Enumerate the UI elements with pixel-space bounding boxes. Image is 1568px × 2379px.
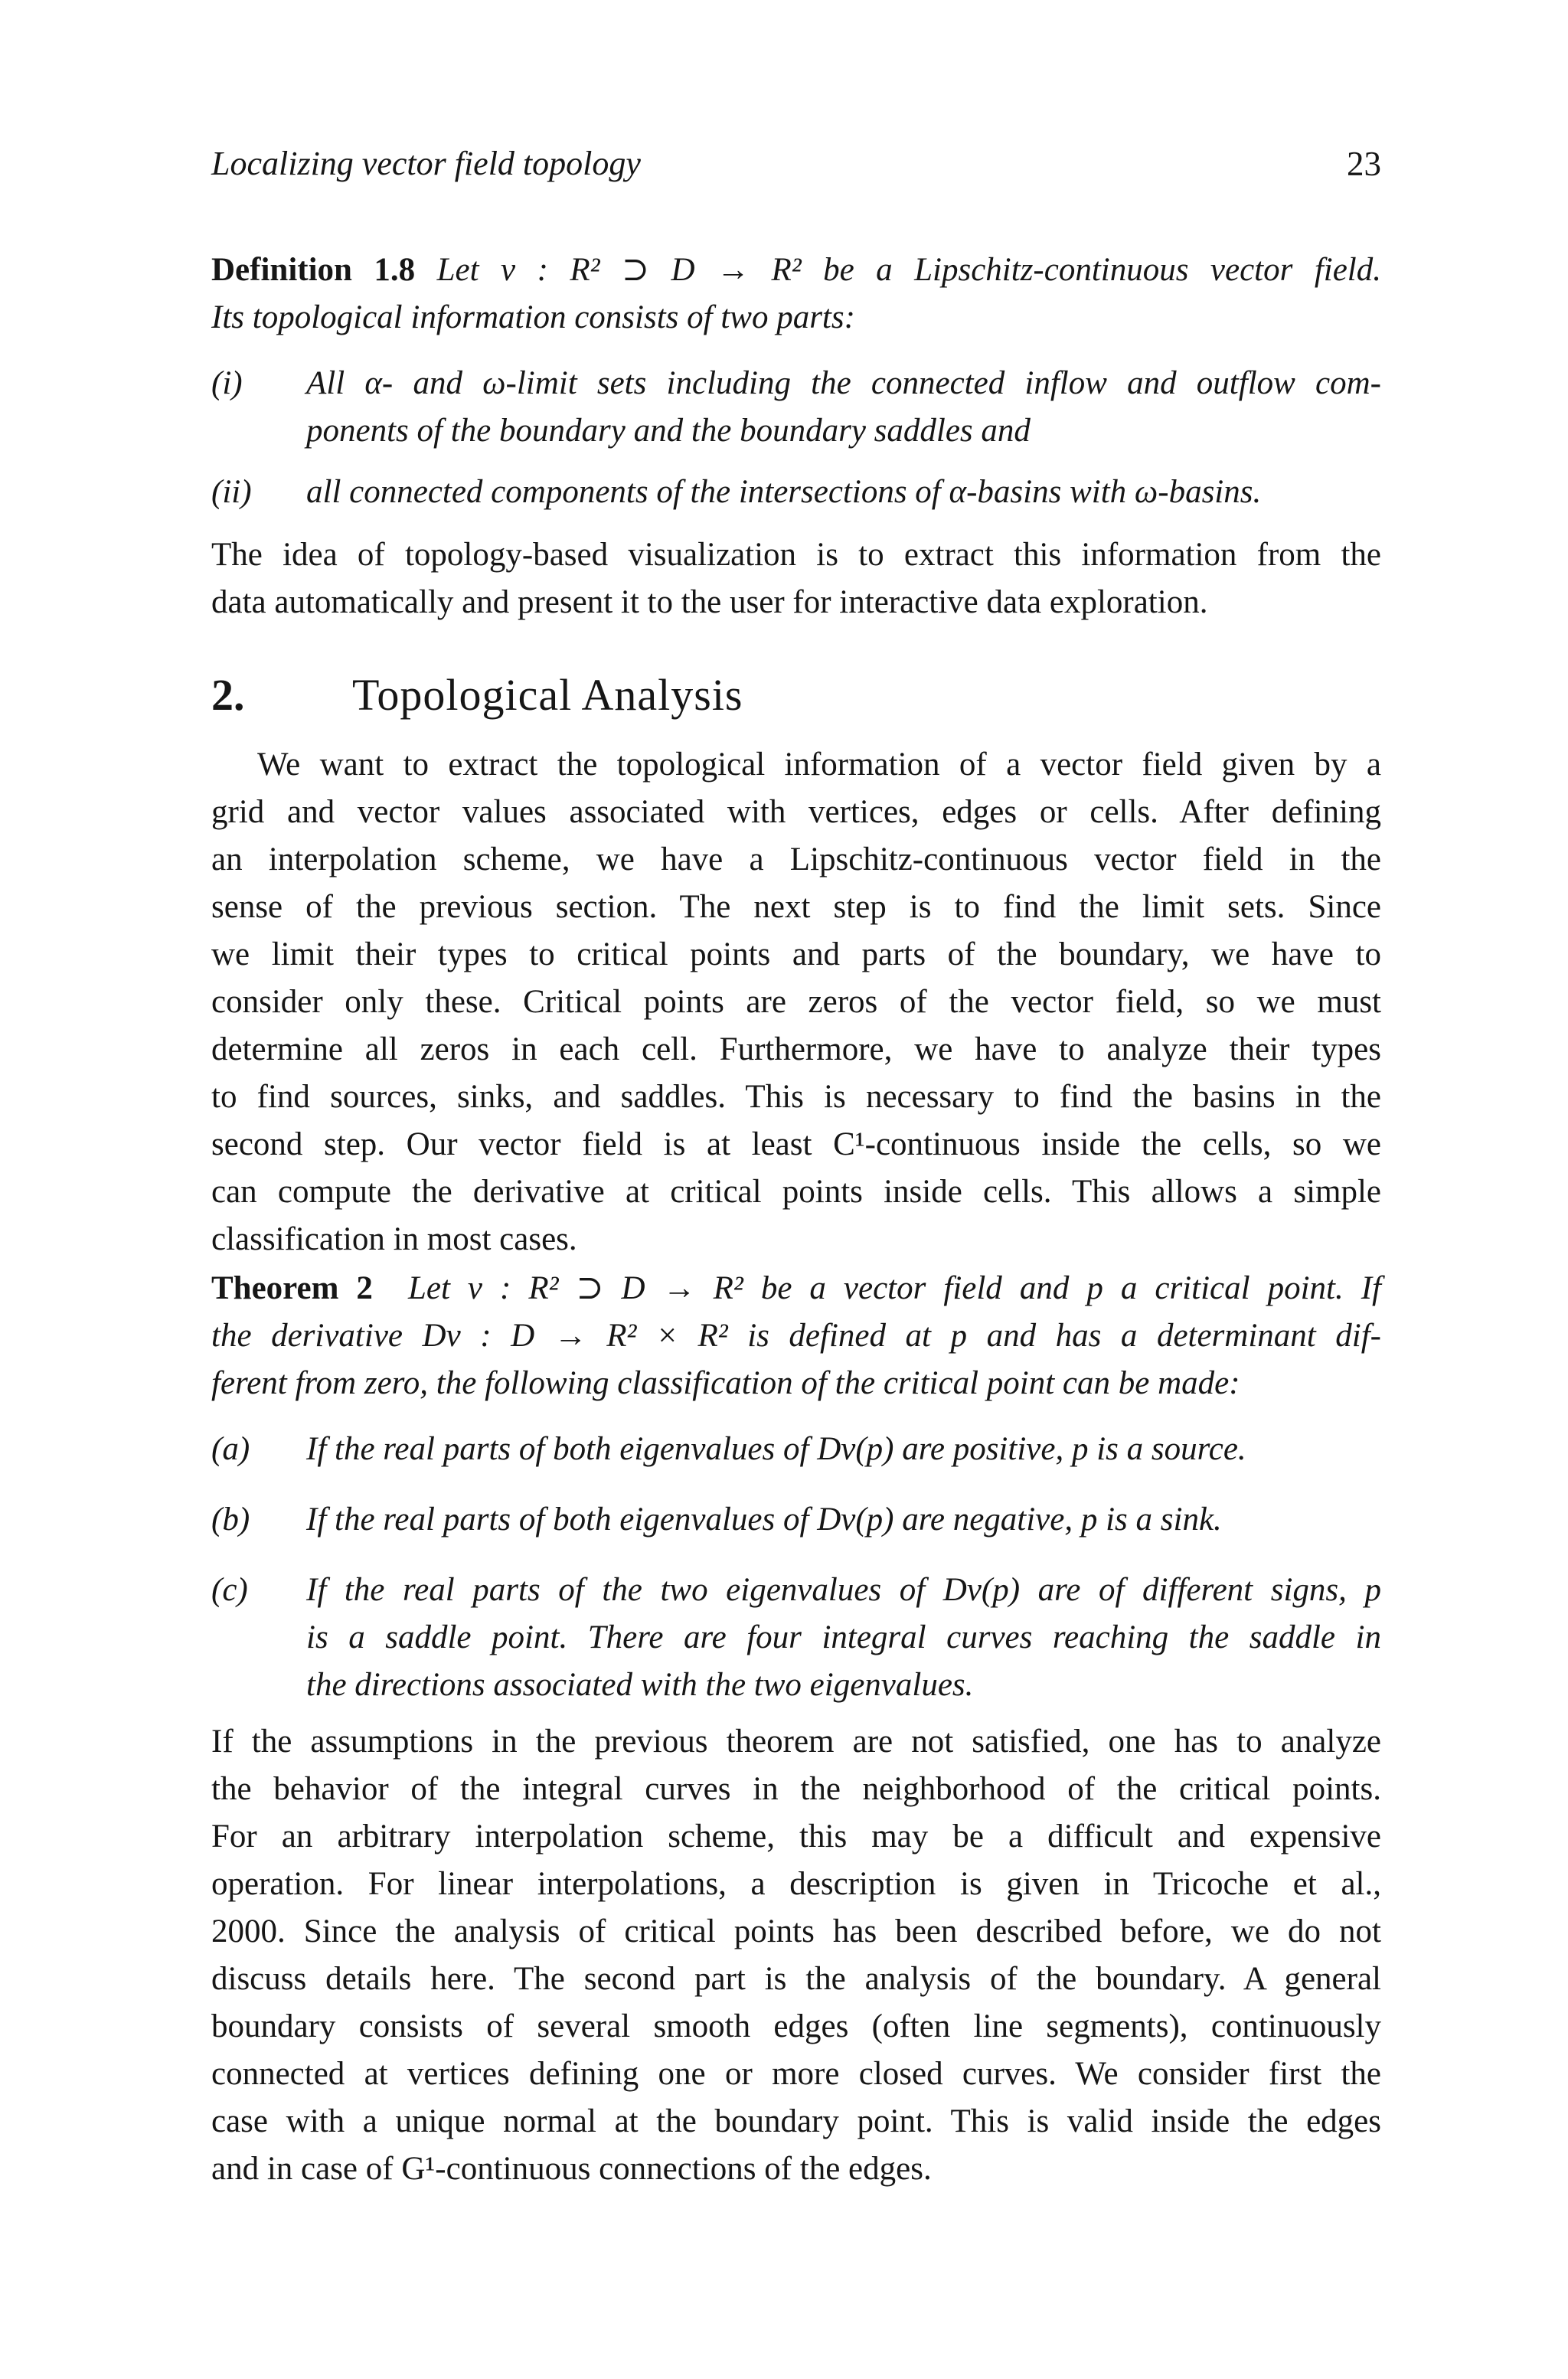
item-line: If the real parts of both eigenvalues of Dv(p) are positive, p is a source. — [306, 1431, 1246, 1467]
paragraph-line: second step. Our vector field is at least C¹-continuous inside the cells, so we — [211, 1126, 1381, 1162]
definition-text-1: Let v : R² ⊃ D → R² be a Lipschitz-continuous vector field. — [436, 252, 1382, 288]
theorem-line-1 — [211, 1265, 1381, 1312]
paragraph-line: discuss details here. The second part is the analysis of the boundary. A general — [211, 1961, 1381, 1997]
paragraph-line: sense of the previous section. The next step is to find the limit sets. Since — [211, 889, 1381, 925]
paragraph-line: can compute the derivative at critical points inside cells. This allows a simple — [211, 1174, 1381, 1210]
paragraph-line: We want to extract the topological information of a vector field given by a — [257, 747, 1381, 783]
item-line: If the real parts of both eigenvalues of Dv(p) are negative, p is a sink. — [306, 1502, 1222, 1538]
paragraph-line: consider only these. Critical points are zeros of the vector field, so we must — [211, 984, 1381, 1020]
paragraph-line: For an arbitrary interpolation scheme, this may be a difficult and expensive — [211, 1819, 1381, 1855]
section-heading — [211, 665, 743, 726]
paragraph-line: If the assumptions in the previous theorem are not satisfied, one has to analyze — [211, 1724, 1381, 1760]
definition-line-1 — [211, 247, 1381, 294]
paragraph-line: we limit their types to critical points and parts of the boundary, we have to — [211, 936, 1381, 972]
paragraph-line: connected at vertices defining one or more closed curves. We consider first the — [211, 2056, 1381, 2092]
paragraph-line: an interpolation scheme, we have a Lipschitz-continuous vector field in the — [211, 841, 1381, 877]
definition-block — [211, 247, 1381, 341]
theorem-block — [211, 1265, 1381, 1407]
paragraph-line: data automatically and present it to the user for interactive data exploration. — [211, 584, 1208, 620]
item-label: (i) — [211, 365, 243, 401]
paragraph-line: boundary consists of several smooth edges (often line segments), continuously — [211, 2008, 1381, 2044]
paragraph-line: the behavior of the integral curves in the neighborhood of the critical points. — [211, 1771, 1381, 1807]
theorem-line-3: ferent from zero, the following classification of the critical point can be made: — [211, 1365, 1240, 1401]
item-label: (b) — [211, 1502, 250, 1538]
page-number: 23 — [1347, 145, 1381, 183]
item-line: all connected components of the intersections of α-basins with ω-basins. — [306, 474, 1262, 510]
paragraph-line: classification in most cases. — [211, 1221, 577, 1257]
paragraph-final — [211, 1718, 1381, 2193]
paragraph-line: determine all zeros in each cell. Furthermore, we have to analyze their types — [211, 1031, 1381, 1067]
section-title: Topological Analysis — [352, 670, 743, 720]
paragraph-line: 2000. Since the analysis of critical points has been described before, we do not — [211, 1913, 1381, 1949]
paragraph-line: and in case of G¹-continuous connections of the edges. — [211, 2151, 932, 2187]
item-line: the directions associated with the two eigenvalues. — [306, 1667, 974, 1703]
theorem-label: Theorem 2 — [211, 1270, 373, 1306]
item-line: ponents of the boundary and the boundary saddles and — [306, 413, 1031, 449]
paragraph-line: to find sources, sinks, and saddles. This is necessary to find the basins in the — [211, 1079, 1381, 1115]
paragraph-idea — [211, 531, 1381, 626]
item-label: (c) — [211, 1572, 248, 1608]
item-line: All α- and ω-limit sets including the connected inflow and outflow com- — [306, 365, 1381, 401]
running-title: Localizing vector field topology — [211, 145, 641, 182]
running-head — [211, 144, 1381, 190]
item-label: (ii) — [211, 474, 252, 510]
theorem-line-2: the derivative Dv : D → R² × R² is defined at p and has a determinant dif- — [211, 1318, 1381, 1354]
item-label: (a) — [211, 1431, 250, 1467]
item-line: is a saddle point. There are four integral curves reaching the saddle in — [306, 1619, 1381, 1655]
paragraph-line: The idea of topology-based visualization is to extract this information from the — [211, 537, 1381, 573]
paragraph-line: operation. For linear interpolations, a description is given in Tricoche et al., — [211, 1866, 1381, 1902]
definition-line-2: Its topological information consists of two parts: — [211, 299, 855, 335]
item-line: If the real parts of the two eigenvalues of Dv(p) are of different signs, p — [306, 1572, 1381, 1608]
paragraph-line: grid and vector values associated with vertices, edges or cells. After defining — [211, 794, 1381, 830]
definition-label: Definition 1.8 — [211, 252, 416, 288]
section-number: 2. — [211, 670, 245, 720]
paragraph-line: case with a unique normal at the boundary point. This is valid inside the edges — [211, 2103, 1381, 2139]
paragraph-analysis — [211, 741, 1381, 1263]
theorem-text-1: Let v : R² ⊃ D → R² be a vector field and p a critical point. If — [407, 1270, 1381, 1306]
